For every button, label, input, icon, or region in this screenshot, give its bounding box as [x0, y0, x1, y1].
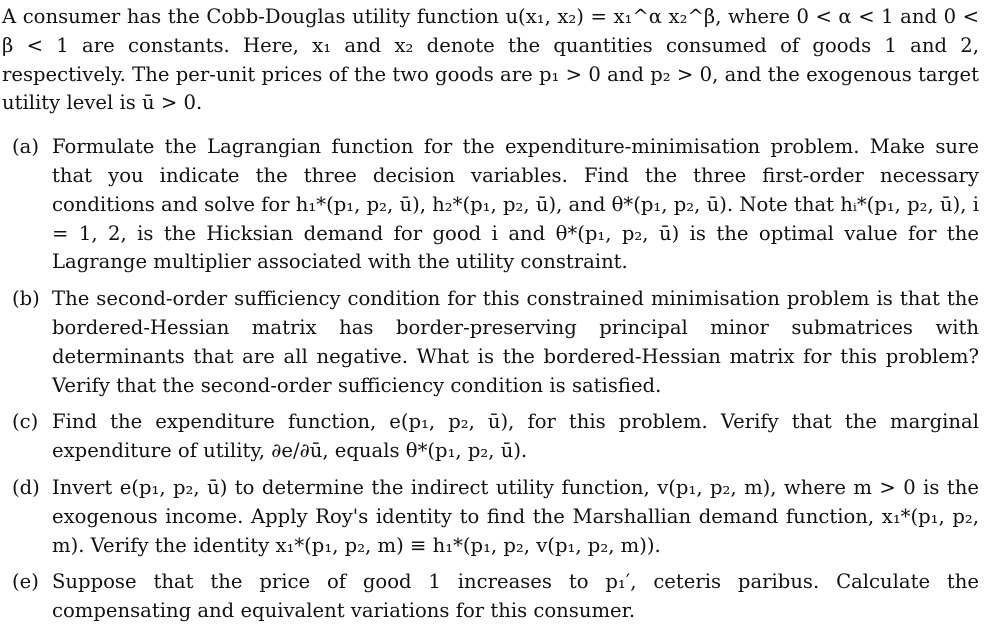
part-text: Invert e(p₁, p₂, ū) to determine the indirect utility function, v(p₁, p₂, m), where m > 0 is the exogenous income. Apply Roy's identity to find the Marshallian demand function, x₁*(p₁, p₂, m). Verify the identity x₁*(p₁, p₂, m) ≡ h₁*(p₁, p₂, v(p₁, p₂, m)).: [52, 475, 979, 557]
part-text: The second-order sufficiency condition for this constrained minimisation problem is that the bordered-Hessian matrix has border-preserving principal minor submatrices with determinants that are all negative. What is the bordered-Hessian matrix for this problem? Verify that the second-order sufficiency condition is satisfied.: [52, 287, 979, 397]
part-label: (d): [12, 475, 40, 499]
question-parts-list: [2, 133, 979, 626]
question-part-a: [2, 133, 979, 277]
part-label: (b): [12, 287, 40, 311]
part-label: (c): [12, 410, 39, 434]
question-part-e: [2, 568, 979, 626]
part-label: (a): [12, 135, 39, 159]
question-part-b: [2, 285, 979, 400]
part-text: Suppose that the price of good 1 increases to p₁′, ceteris paribus. Calculate the compensating and equivalent variations for this consumer.: [52, 570, 979, 623]
question-part-c: [2, 408, 979, 466]
part-text: Formulate the Lagrangian function for the expenditure-minimisation problem. Make sure that you indicate the three decision variables. Find the three first-order necessary conditions and solve for h₁*(p₁, p₂, ū), h₂*(p₁, p₂, ū), and θ*(p₁, p₂, ū). Note that hᵢ*(p₁, p₂, ū), i = 1, 2, is the Hicksian demand for good i and θ*(p₁, p₂, ū) is the optimal value for the Lagrange multiplier associated with the utility constraint.: [52, 135, 979, 274]
part-text: Find the expenditure function, e(p₁, p₂, ū), for this problem. Verify that the marginal expenditure of utility, ∂e/∂ū, equals θ*(p₁, p₂, ū).: [52, 410, 979, 463]
problem-intro: A consumer has the Cobb-Douglas utility function u(x₁, x₂) = x₁^α x₂^β, where 0 < α < 1 and 0 < β < 1 are constants. Here, x₁ and x₂ denote the quantities consumed of goods 1 and 2, respectively. The per-unit prices of the two goods are p₁ > 0 and p₂ > 0, and the exogenous target utility level is ū > 0.: [2, 5, 979, 115]
part-label: (e): [12, 570, 39, 594]
question-part-d: [2, 474, 979, 560]
